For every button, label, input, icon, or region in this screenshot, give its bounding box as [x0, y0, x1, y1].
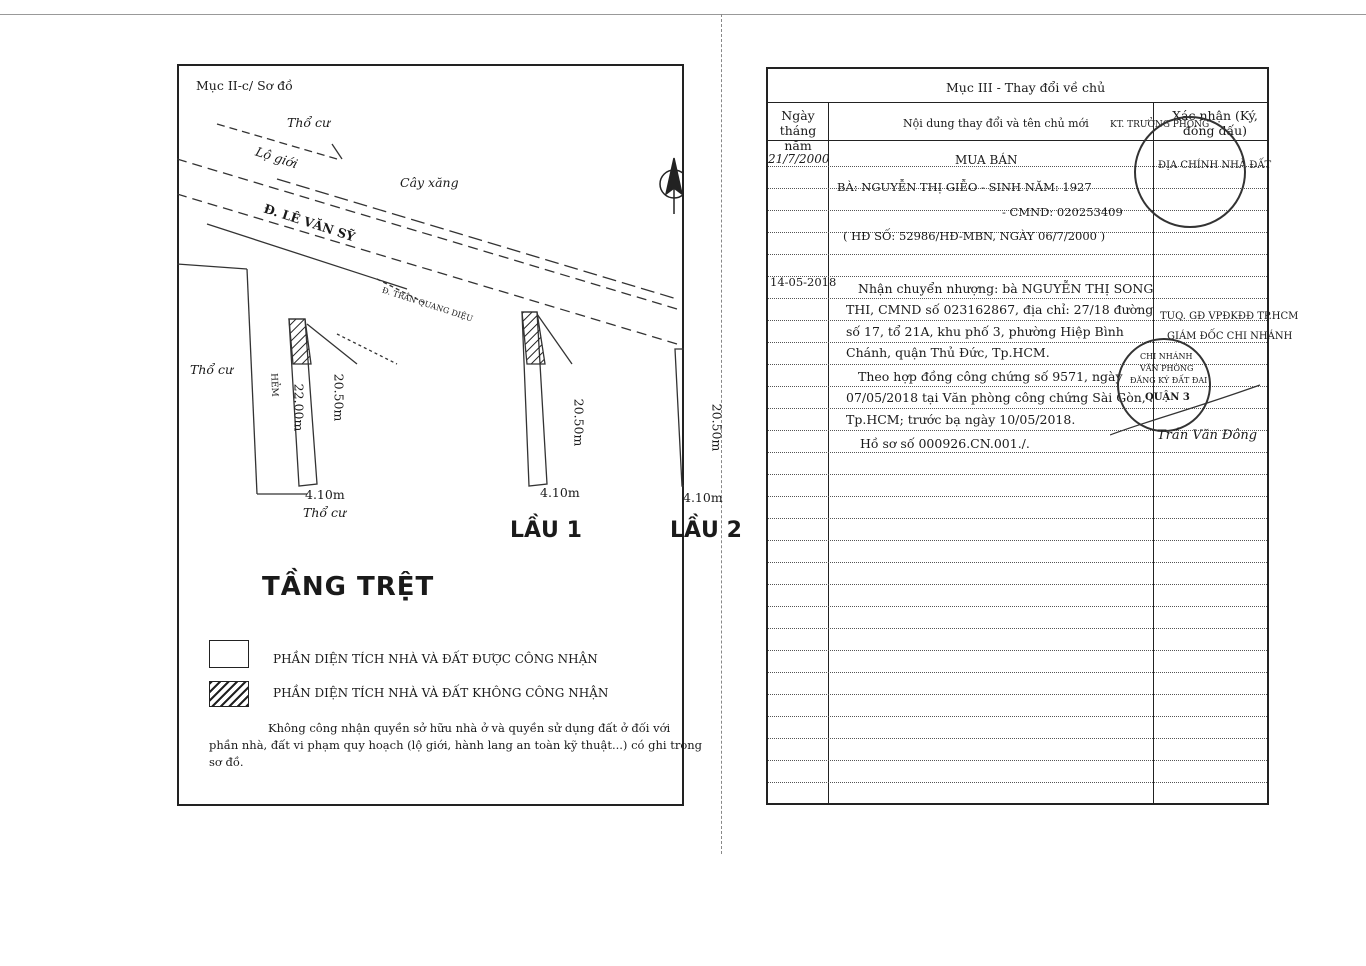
sign1-line: ĐỊA CHÍNH NHÀ ĐẤT	[1158, 160, 1272, 171]
map-label: Lộ giới	[253, 143, 300, 172]
dimension-label: 22.00m	[291, 383, 307, 432]
ruled-line	[768, 760, 1267, 761]
ruled-line	[768, 584, 1267, 585]
left-section-title: Mục II-c/ Sơ đồ	[196, 78, 293, 93]
map-street-label: Đ. TRẦN QUANG DIỆU	[380, 285, 474, 324]
site-plan-diagram	[177, 64, 684, 564]
ruled-line	[768, 342, 1267, 343]
entry2-line: số 17, tổ 21A, khu phố 3, phường Hiệp Bình	[846, 324, 1124, 339]
map-street-label: Đ. LÊ VĂN SỸ	[262, 200, 357, 245]
signature-stroke	[1110, 380, 1270, 440]
floor-title-2: LẦU 2	[670, 518, 742, 543]
stamp2-text: CHI NHÁNH	[1140, 352, 1193, 361]
ruled-line	[768, 716, 1267, 717]
entry2-line: Hồ sơ số 000926.CN.001./.	[860, 436, 1030, 451]
sign2-line: GIÁM ĐỐC CHI NHÁNH	[1167, 331, 1293, 342]
ruled-line	[768, 474, 1267, 475]
entry2-date: 14-05-2018	[770, 275, 837, 289]
ruled-line	[768, 276, 1267, 277]
map-label: HẺM	[268, 373, 280, 397]
table-header-top	[766, 102, 1269, 103]
sign1-line: KT. TRƯỞNG PHÒNG	[1110, 120, 1210, 130]
col-header-confirm: Xác nhận (Ký, đóng dấu)	[1172, 108, 1258, 138]
north-arrow-icon	[660, 158, 684, 214]
ruled-line	[768, 518, 1267, 519]
ruled-line	[768, 672, 1267, 673]
stamp2-text: ĐĂNG KÝ ĐẤT ĐAI	[1130, 376, 1208, 385]
signer-name: Trần Văn Đông	[1157, 428, 1258, 443]
ruled-line	[768, 650, 1267, 651]
note-line: sơ đồ.	[209, 755, 244, 769]
legend-swatch-not-recognized	[209, 681, 249, 707]
entry1-line: MUA BÁN	[955, 153, 1018, 167]
note-line: phần nhà, đất vi phạm quy hoạch (lộ giới, hành lang an toàn kỹ thuật...) có ghi trong	[209, 738, 703, 752]
ruled-line	[768, 540, 1267, 541]
legend-label: PHẦN DIỆN TÍCH NHÀ VÀ ĐẤT KHÔNG CÔNG NHẬN	[273, 686, 609, 700]
ruled-line	[768, 738, 1267, 739]
entry1-date: 21/7/2000	[768, 152, 830, 166]
entry2-line: 07/05/2018 tại Văn phòng công chứng Sài Gòn,	[846, 390, 1146, 405]
stamp2-text: QUẬN 3	[1145, 392, 1190, 403]
map-label: Cây xăng	[400, 175, 459, 190]
ruled-line	[768, 562, 1267, 563]
floor-title-ground: TẦNG TRỆT	[262, 572, 435, 602]
ruled-line	[768, 452, 1267, 453]
entry1-line: BÀ: NGUYỄN THỊ GIỄO - SINH NĂM: 1927	[837, 180, 1092, 194]
entry2-line: Chánh, quận Thủ Đức, Tp.HCM.	[846, 345, 1050, 360]
dimension-label: 20.50m	[709, 403, 725, 452]
legend-swatch-recognized	[209, 640, 249, 668]
map-label: Thổ cư	[190, 362, 234, 377]
legend-label: PHẦN DIỆN TÍCH NHÀ VÀ ĐẤT ĐƯỢC CÔNG NHẬN	[273, 652, 598, 666]
map-label: Thổ cư	[303, 505, 347, 520]
dimension-label: 4.10m	[540, 485, 580, 500]
dimension-label: 20.50m	[571, 398, 587, 447]
entry2-line: Tp.HCM; trước bạ ngày 10/05/2018.	[846, 412, 1076, 427]
dimension-label: 20.50m	[331, 373, 347, 422]
right-section-title: Mục III - Thay đổi về chủ	[946, 80, 1106, 95]
entry1-line: ( HĐ SỐ: 52986/HĐ-MBN, NGÀY 06/7/2000 )	[843, 229, 1106, 243]
ruled-line	[768, 694, 1267, 695]
dimension-label: 4.10m	[683, 490, 723, 505]
entry1-line: - CMND: 020253409	[1002, 205, 1123, 219]
official-stamp-1	[1134, 116, 1246, 228]
ruled-line	[768, 782, 1267, 783]
col-header-date: Ngày tháng năm	[779, 108, 817, 153]
ruled-line	[768, 254, 1267, 255]
floor-title-1: LẦU 1	[510, 518, 582, 543]
col-header-content: Nội dung thay đổi và tên chủ mới	[903, 117, 1089, 130]
scan-top-line	[0, 14, 1366, 15]
stamp2-text: VĂN PHÒNG	[1140, 364, 1194, 373]
map-label: Thổ cư	[287, 115, 331, 130]
sign2-line: TUQ. GĐ VPĐKĐĐ TP.HCM	[1160, 311, 1299, 322]
entry2-line: Nhận chuyển nhượng: bà NGUYỄN THỊ SONG	[858, 281, 1154, 296]
ruled-line	[768, 298, 1267, 299]
note-line: Không công nhận quyền sở hữu nhà ở và quyền sử dụng đất ở đối với	[268, 721, 671, 735]
ruled-line	[768, 606, 1267, 607]
entry2-line: THI, CMND số 023162867, địa chỉ: 27/18 đường	[846, 302, 1154, 317]
ruled-line	[768, 496, 1267, 497]
ruled-line	[768, 628, 1267, 629]
entry2-line: Theo hợp đồng công chứng số 9571, ngày	[858, 369, 1123, 384]
dimension-label: 4.10m	[305, 487, 345, 502]
